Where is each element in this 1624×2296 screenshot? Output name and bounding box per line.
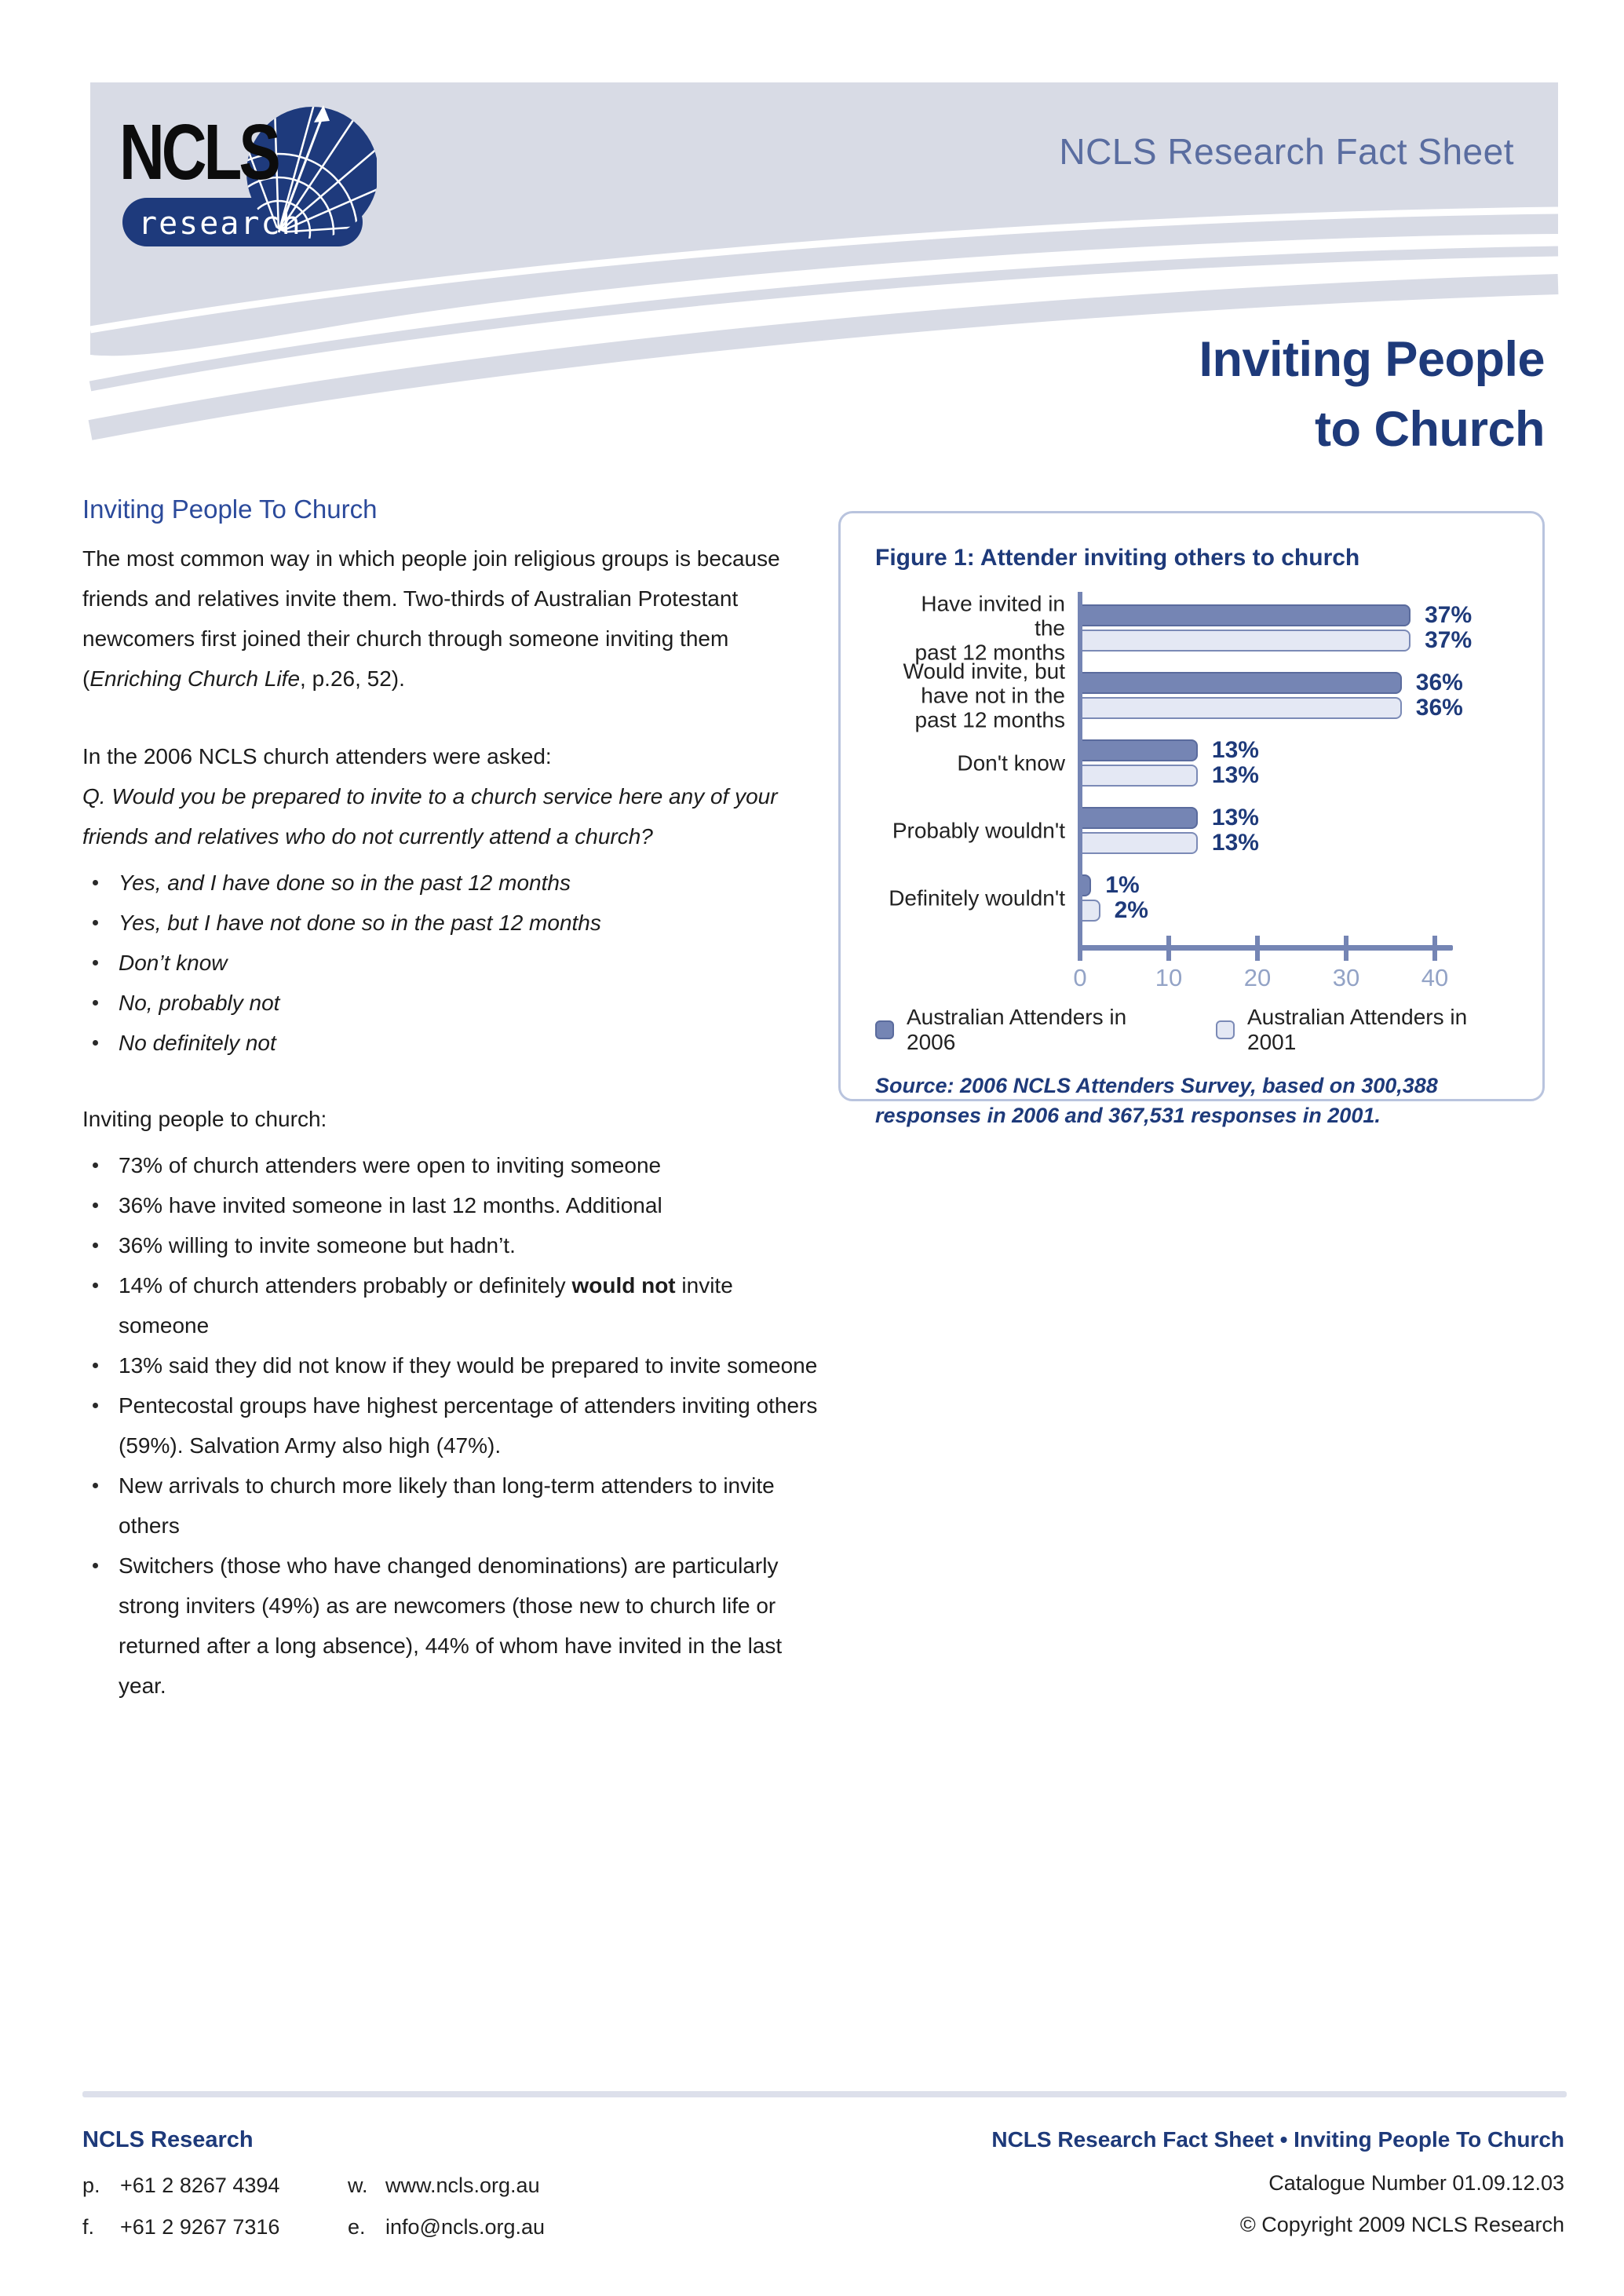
list-item — [82, 1023, 824, 1063]
category-line: have not in the — [921, 683, 1065, 708]
bar-2001 — [1082, 900, 1100, 922]
footer-catalogue-number: Catalogue Number 01.09.12.03 — [1268, 2171, 1564, 2195]
footer-publication-info — [991, 2127, 1564, 2254]
list-item-text: New arrivals to church more likely than long-term attenders to invite others — [119, 1473, 775, 1538]
bullet-icon — [93, 1403, 98, 1408]
page-title — [1199, 325, 1545, 465]
bar-2001 — [1082, 832, 1198, 854]
bar-value-label: 37% — [1425, 602, 1473, 628]
survey-question: Q. Would you be prepared to invite to a church service here any of your friends and relatives who do not currently attend a church? — [82, 784, 778, 849]
chart-category-label — [885, 592, 1065, 665]
bar-row — [1082, 832, 1508, 854]
category-line: Have invited in the — [921, 591, 1065, 641]
bar-value-label: 2% — [1114, 897, 1148, 923]
bar-value-label: 37% — [1425, 627, 1473, 653]
logo-ncls-text: NCLS — [119, 108, 278, 197]
legend-item — [875, 1005, 1167, 1055]
bar-row — [1082, 672, 1508, 694]
bar-row — [1082, 897, 1508, 923]
logo-research-text: research — [138, 206, 302, 242]
category-line: past 12 months — [914, 640, 1065, 665]
footer-org-name: NCLS Research — [82, 2127, 254, 2152]
chart-legend — [875, 1005, 1508, 1055]
chart-rows — [889, 591, 1508, 923]
bullet-icon — [93, 1203, 98, 1208]
list-item — [82, 1265, 824, 1345]
footer-copyright: © Copyright 2009 NCLS Research — [1239, 2213, 1564, 2236]
figure-1-panel — [838, 511, 1545, 1128]
bar-2006 — [1082, 672, 1402, 694]
category-line: past 12 months — [914, 707, 1065, 732]
bar-value-label: 13% — [1211, 830, 1259, 856]
bar-2001 — [1082, 765, 1198, 787]
list-item — [82, 1385, 824, 1466]
chart-category-label — [885, 819, 1065, 843]
bar-value-label: 36% — [1415, 695, 1463, 721]
list-item — [82, 903, 824, 943]
axis-tick-mark — [1344, 936, 1348, 961]
list-item-text: Pentecostal groups have highest percentage of attenders inviting others (59%). Salvation Army also high (47%). — [119, 1393, 818, 1458]
list-item — [82, 863, 824, 903]
bar-row — [1082, 739, 1508, 761]
legend-label: Australian Attenders in 2006 — [907, 1005, 1127, 1054]
website-url: www.ncls.org.au — [385, 2174, 540, 2197]
chart-category-label — [885, 886, 1065, 911]
list-item — [82, 1225, 824, 1265]
list-item-text: 13% said they did not know if they would be prepared to invite someone — [119, 1353, 818, 1378]
fax-label: f. — [82, 2215, 95, 2239]
bullet-icon — [93, 960, 98, 965]
list-item — [82, 1466, 824, 1546]
axis-tick-mark — [1078, 936, 1082, 961]
bullet-icon — [93, 1483, 98, 1488]
list-item — [82, 943, 824, 983]
bar-row — [1082, 807, 1508, 829]
footer-divider — [82, 2091, 1567, 2097]
legend-item — [1216, 1005, 1508, 1055]
bullet-icon — [93, 920, 98, 925]
bar-2001 — [1082, 697, 1402, 719]
figure-title: Figure 1: Attender inviting others to church — [875, 545, 1360, 571]
category-line: Probably wouldn't — [892, 818, 1065, 843]
fax-number: +61 2 9267 7316 — [120, 2215, 280, 2239]
bar-2006 — [1082, 807, 1198, 829]
legend-label: Australian Attenders in 2001 — [1247, 1005, 1468, 1054]
bar-2006 — [1082, 874, 1091, 896]
axis-tick-label: 40 — [1421, 964, 1449, 991]
bullet-icon — [93, 1243, 98, 1248]
category-line: Don't know — [957, 750, 1065, 776]
web-label: w. — [348, 2174, 368, 2197]
list-item — [82, 1546, 824, 1706]
chart-row — [957, 737, 1508, 788]
email-label: e. — [348, 2215, 366, 2239]
list-item-text: Switchers (those who have changed denominations) are particularly strong inviters (49%) as are newcomers (those new to church life or returned after a long absence), 44% of whom have invited in the last year. — [119, 1553, 783, 1698]
bullet-icon — [93, 880, 98, 885]
bar-row — [1082, 762, 1508, 788]
bullet-icon — [93, 1040, 98, 1046]
chart-axis — [1073, 945, 1508, 995]
axis-tick-label: 0 — [1073, 964, 1087, 991]
bullet-icon — [93, 1363, 98, 1368]
bullet-icon — [93, 1563, 98, 1568]
bar-row — [1082, 627, 1508, 653]
article-column — [82, 495, 824, 1706]
bullet-icon — [93, 1163, 98, 1168]
section-heading: Inviting People To Church — [82, 495, 378, 524]
footer-contact — [82, 2127, 545, 2239]
phone-number: +61 2 8267 4394 — [120, 2174, 280, 2197]
bullet-icon — [93, 1283, 98, 1288]
list-item-text: 36% willing to invite someone but hadn’t. — [119, 1233, 516, 1258]
axis-tick-mark — [1432, 936, 1437, 961]
list-item-text: Don’t know — [119, 951, 228, 975]
legend-swatch-2001 — [1216, 1020, 1235, 1039]
list-item-text: Yes, but I have not done so in the past 12 months — [119, 911, 601, 935]
bar-row — [1082, 874, 1508, 896]
list-item — [82, 983, 824, 1023]
axis-tick-mark — [1166, 936, 1171, 961]
legend-swatch-2006 — [875, 1020, 894, 1039]
list-item — [82, 1145, 824, 1185]
bar-value-label: 13% — [1211, 737, 1259, 763]
axis-tick-label: 10 — [1155, 964, 1183, 991]
list-item-text: Yes, and I have done so in the past 12 months — [119, 871, 571, 895]
chart-row — [903, 659, 1508, 732]
bar-value-label: 13% — [1211, 762, 1259, 788]
list-item-text: No definitely not — [119, 1031, 276, 1055]
intro-paragraph: The most common way in which people join religious groups is because friends and relatives invite them. Two-thirds of Australian Protestant newcomers first joined their church through someone inviting them (Enriching Church Life, p.26, 52). — [82, 546, 780, 691]
page-title-line2: to Church — [1315, 402, 1545, 458]
phone-label: p. — [82, 2174, 100, 2197]
chart-row — [914, 591, 1508, 665]
page-title-line1: Inviting People — [1199, 332, 1545, 387]
chart-category-label — [885, 751, 1065, 776]
facts-heading: Inviting people to church: — [82, 1107, 327, 1131]
bar-2006 — [1082, 604, 1411, 626]
bar-value-label: 13% — [1211, 805, 1259, 830]
axis-tick-label: 20 — [1243, 964, 1272, 991]
axis-tick-mark — [1255, 936, 1260, 961]
list-item-text: No, probably not — [119, 991, 280, 1015]
category-line: Would invite, but — [903, 659, 1065, 684]
bar-2006 — [1082, 739, 1198, 761]
category-line: Definitely wouldn't — [889, 885, 1065, 911]
asked-line: In the 2006 NCLS church attenders were asked: — [82, 744, 552, 768]
bullet-icon — [93, 1000, 98, 1006]
chart-row — [892, 805, 1508, 856]
bar-row — [1082, 604, 1508, 626]
list-item-text: 73% of church attenders were open to inviting someone — [119, 1153, 662, 1177]
list-item — [82, 1345, 824, 1385]
footer-doc-title: NCLS Research Fact Sheet • Inviting People To Church — [991, 2127, 1564, 2152]
response-options-list — [82, 863, 824, 1063]
list-item-text: 36% have invited someone in last 12 months. Additional — [119, 1193, 662, 1217]
footer-contact-grid — [82, 2174, 545, 2239]
facts-list — [82, 1145, 824, 1706]
chart-source-note: Source: 2006 NCLS Attenders Survey, based on 300,388 responses in 2006 and 367,531 responses in 2001. — [875, 1074, 1438, 1128]
chart-row — [889, 872, 1508, 923]
list-item — [82, 1185, 824, 1225]
axis-tick-label: 30 — [1332, 964, 1360, 991]
bar-row — [1082, 697, 1508, 719]
list-item-text: 14% of church attenders probably or definitely would not invite someone — [119, 1273, 733, 1338]
fact-sheet-label: NCLS Research Fact Sheet — [1059, 131, 1514, 172]
bar-value-label: 1% — [1105, 872, 1140, 898]
x-axis-line — [1078, 945, 1453, 951]
chart-plot-area — [889, 591, 1508, 945]
bar-2001 — [1082, 630, 1411, 652]
chart-category-label — [885, 659, 1065, 732]
ncls-logo — [118, 100, 377, 265]
email-address: info@ncls.org.au — [385, 2215, 546, 2239]
bar-value-label: 36% — [1415, 670, 1463, 695]
